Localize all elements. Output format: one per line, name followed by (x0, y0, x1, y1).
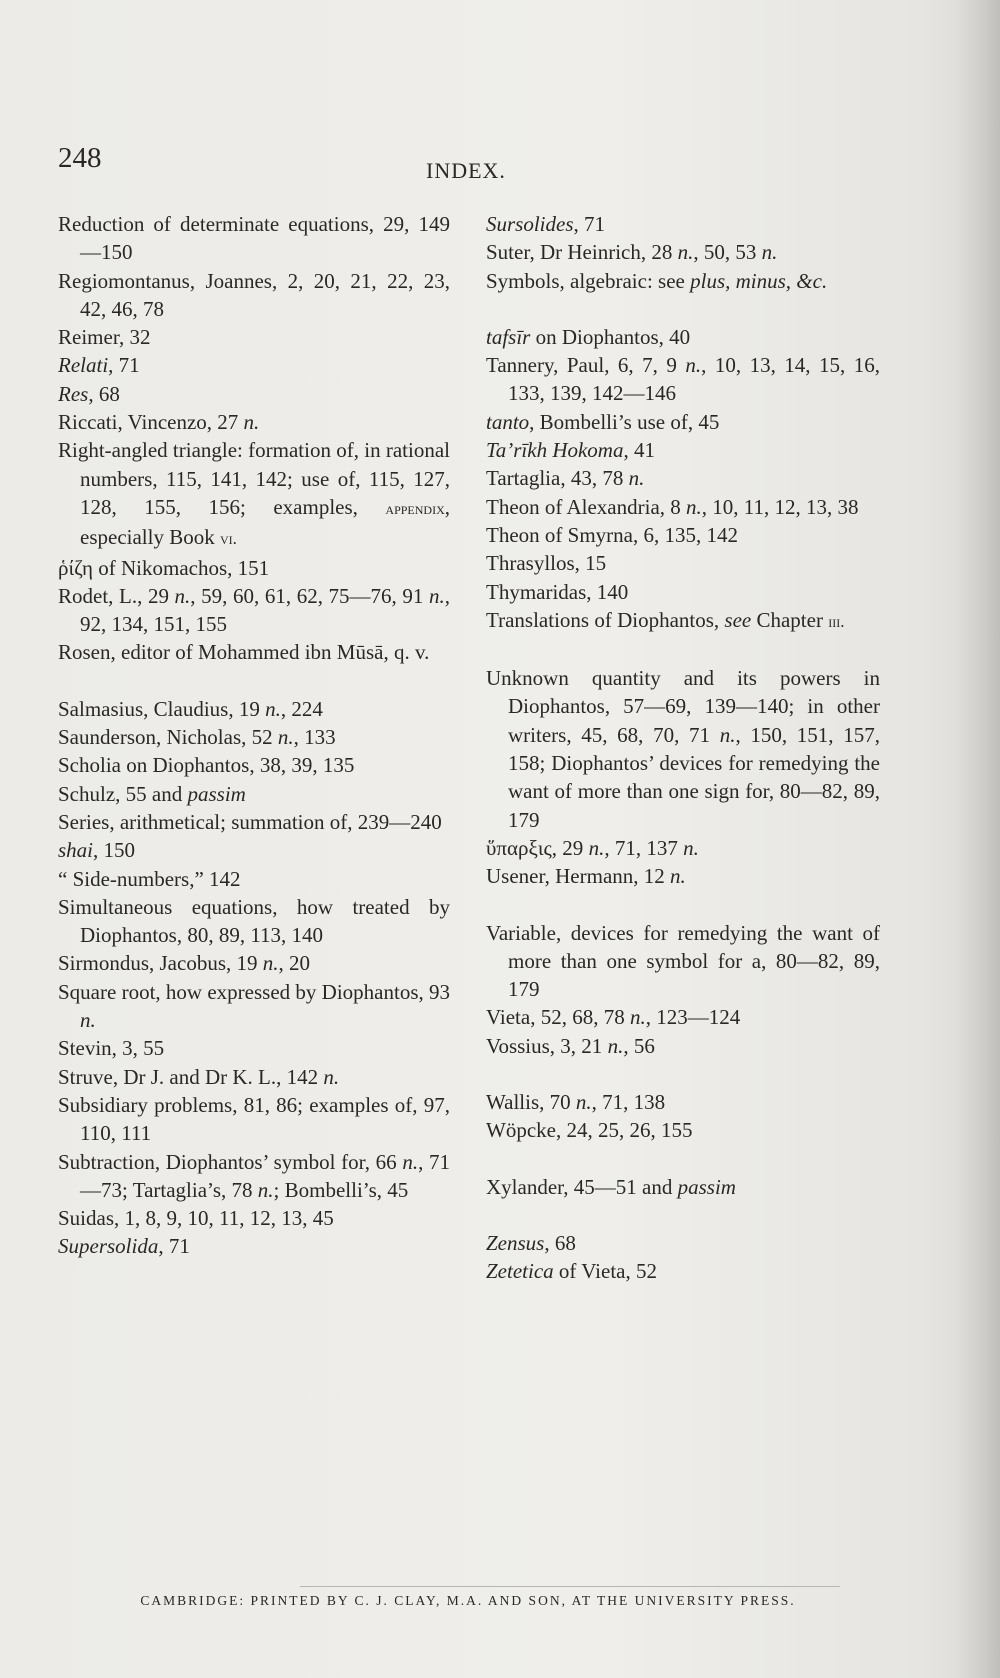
index-entry (58, 380, 450, 408)
index-entry-text: , 150, 151, 157, 158; Diophantos’ devices for remedying the want of more than one sign for, 80—82, 89, 179 (508, 722, 880, 832)
index-entry-text: Zetetica (486, 1259, 554, 1284)
index-entry (486, 606, 880, 636)
index-entry (486, 493, 880, 521)
index-entry-text: , 71, 137 (604, 835, 684, 860)
letter-section-gap (486, 295, 880, 323)
index-entry-text: Thymaridas, 140 (486, 579, 629, 604)
index-entry-text: n. (685, 353, 702, 378)
index-entry (486, 1116, 880, 1144)
index-column-right (486, 210, 880, 1286)
index-entry (58, 695, 450, 723)
index-entry (58, 351, 450, 379)
index-entry-text: see (724, 607, 752, 632)
index-entry-text: n. (575, 1090, 592, 1115)
index-entry-text: Reimer, 32 (58, 325, 151, 350)
index-entry (486, 1173, 880, 1201)
index-entry-text: Series, arithmetical; summation of, 239—240 (58, 809, 442, 834)
index-entry-text: Xylander, 45—51 and (486, 1174, 678, 1199)
index-entry (58, 1091, 450, 1148)
index-entry (58, 780, 450, 808)
index-entry-text: n. (257, 1177, 274, 1202)
index-entry (58, 1148, 450, 1205)
page-gutter-shadow (954, 0, 1000, 1678)
index-entry (486, 238, 880, 266)
index-entry-text: n. (262, 951, 279, 976)
index-entry-text: Suidas, 1, 8, 9, 10, 11, 12, 13, 45 (58, 1206, 334, 1231)
index-entry (58, 267, 450, 324)
index-entry-text: Theon of Alexandria, 8 (486, 494, 687, 519)
index-entry-text: Vieta, 52, 68, 78 (486, 1005, 630, 1030)
index-entry-text: , 50, 53 (693, 240, 762, 265)
index-entry (58, 808, 450, 836)
index-entry (486, 578, 880, 606)
index-entry-text: ὕπαρξις, 29 (486, 835, 589, 860)
index-entry-text: appendix (385, 498, 445, 518)
index-entry-text: n. (607, 1033, 624, 1058)
index-entry-text: n. (629, 1005, 646, 1030)
index-entry-text: n. (277, 725, 294, 750)
index-entry (58, 978, 450, 1035)
index-entry-text: iii. (828, 611, 845, 631)
index-entry (58, 323, 450, 351)
index-entry (486, 1257, 880, 1285)
index-entry-text: Suter, Dr Heinrich, 28 (486, 240, 678, 265)
index-entry-text: n. (719, 722, 736, 747)
letter-section-gap (486, 1201, 880, 1229)
letter-section-gap (486, 891, 880, 919)
index-entry-text: Chapter (751, 607, 829, 632)
index-entry-text: Regiomontanus, Joannes, 2, 20, 21, 22, 23, 42, 46, 78 (58, 268, 450, 321)
index-entry (58, 582, 450, 639)
index-entry (486, 436, 880, 464)
index-entry-text: Ta’rīkh Hokoma (486, 438, 624, 463)
index-entry-text: ῥίζη of Nikomachos, 151 (58, 555, 270, 580)
index-entry-text: , 68 (544, 1230, 576, 1255)
index-entry-text: Res (58, 381, 89, 406)
index-entry-text: Vossius, 3, 21 (486, 1033, 608, 1058)
index-entry-text: Unknown quantity and its powers in Diophantos, 57—69, 139—140; in other writers, 45, 68, 70, 71 (486, 666, 880, 747)
index-entry (486, 1088, 880, 1116)
index-entry-text: Riccati, Vincenzo, 27 (58, 410, 244, 435)
index-entry (58, 865, 450, 893)
index-entry-text: , 71—73; Tartaglia’s, 78 (80, 1149, 450, 1202)
index-entry-text: Translations of Diophantos, (486, 607, 725, 632)
index-entry-text: Subtraction, Diophantos’ symbol for, 66 (58, 1149, 403, 1174)
index-entry-text: “ Side-numbers,” 142 (58, 866, 241, 891)
index-entry (486, 521, 880, 549)
index-entry-text: n. (243, 410, 260, 435)
index-entry-text: , 224 (280, 696, 323, 721)
index-entry-text: Theon of Smyrna, 6, 135, 142 (486, 522, 738, 547)
index-entry-text: Square root, how expressed by Diophantos, 93 (58, 979, 450, 1004)
index-entry-text: Saunderson, Nicholas, 52 (58, 725, 278, 750)
index-entry-text: n. (670, 864, 686, 889)
index-entry-text: Rodet, L., 29 (58, 583, 175, 608)
index-entry-text: , 56 (623, 1033, 655, 1058)
index-entry-text: Symbols, algebraic: see (486, 268, 691, 293)
index-entry-text: Tannery, Paul, 6, 7, 9 (486, 353, 686, 378)
index-entry-text: Simultaneous equations, how treated by Diophantos, 80, 89, 113, 140 (58, 894, 450, 948)
index-entry-text: Schulz, 55 and (58, 781, 188, 806)
letter-section-gap (486, 1060, 880, 1088)
index-entry (486, 664, 880, 834)
index-entry-text: plus, minus, &c. (690, 268, 828, 293)
index-entry (486, 210, 880, 238)
index-entry-text: , 68 (88, 381, 120, 406)
index-entry-text: , 20 (278, 951, 310, 976)
index-entry-text: Struve, Dr J. and Dr K. L., 142 (58, 1064, 324, 1089)
printer-imprint: CAMBRIDGE: PRINTED BY C. J. CLAY, M.A. AND SON, AT THE UNIVERSITY PRESS. (140, 1593, 796, 1608)
index-entry (486, 351, 880, 408)
index-entry-text: n. (323, 1064, 340, 1089)
index-entry-text: Scholia on Diophantos, 38, 39, 135 (58, 753, 355, 778)
index-entry-text: Rosen, editor of Mohammed ibn Mūsā, q. v. (58, 640, 430, 665)
index-entry (486, 408, 880, 436)
index-entry-text: , especially Book (80, 494, 450, 550)
index-entry-text: , 71 (158, 1234, 190, 1259)
index-entry (58, 751, 450, 779)
running-head: INDEX. (426, 158, 506, 183)
index-entry-text: Salmasius, Claudius, 19 (58, 696, 266, 721)
index-entry-text: shai (58, 838, 94, 863)
index-entry (58, 408, 450, 436)
index-entry (58, 436, 450, 553)
page-number: 248 (58, 142, 102, 174)
letter-section-gap (486, 636, 880, 664)
index-entry-text: n. (174, 583, 191, 608)
index-entry-text: n. (677, 240, 694, 265)
index-entry (58, 723, 450, 751)
index-entry-text: , 92, 134, 151, 155 (80, 583, 450, 637)
footer-rule (300, 1586, 840, 1587)
index-entry-text: tanto (486, 409, 530, 434)
index-entry (58, 638, 450, 666)
index-entry-text: n. (80, 1008, 96, 1033)
index-entry-text: vi. (219, 529, 237, 549)
index-entry-text: Reduction of determinate equations, 29, 149—150 (58, 212, 450, 265)
index-entry-text: , 150 (93, 838, 136, 863)
index-entry-text: on Diophantos, 40 (530, 324, 691, 349)
index-entry-text: Sirmondus, Jacobus, 19 (58, 951, 263, 976)
index-entry-text: Subsidiary problems, 81, 86; examples of, 97, 110, 111 (58, 1092, 450, 1146)
index-entry-text: ; Bombelli’s, 45 (273, 1177, 409, 1202)
index-entry-text: n. (761, 240, 778, 265)
index-entry-text: passim (187, 781, 246, 806)
index-entry-text: Relati (58, 353, 109, 378)
index-entry-text: n. (628, 466, 645, 491)
index-entry-text: , 123—124 (645, 1005, 741, 1030)
index-entry (486, 464, 880, 492)
index-entry-text: , 41 (623, 438, 655, 463)
index-entry-text: Usener, Hermann, 12 (486, 864, 671, 889)
index-entry-text: Zensus (486, 1230, 545, 1255)
index-entry-text: passim (677, 1174, 736, 1199)
index-entry-text: , 59, 60, 61, 62, 75—76, 91 (190, 583, 429, 608)
index-entry (58, 949, 450, 977)
index-entry-text: , 71, 138 (591, 1090, 666, 1115)
index-entry (486, 1003, 880, 1031)
index-entry-text: Variable, devices for remedying the want of more than one symbol for a, 80—82, 89, 179 (486, 920, 880, 1002)
index-entry-text: Stevin, 3, 55 (58, 1036, 165, 1061)
index-entry (486, 919, 880, 1004)
index-entry (486, 1229, 880, 1257)
index-entry (58, 1204, 450, 1232)
index-column-left (58, 210, 450, 1261)
index-entry-text: , 10, 11, 12, 13, 38 (701, 494, 859, 519)
index-entry-text: Right-angled triangle: formation of, in rational numbers, 115, 141, 142; use of, 115, 127, 128, 155, 156; examples, (58, 438, 450, 519)
index-entry-text: n. (402, 1149, 419, 1174)
index-entry-text: , 71 (108, 353, 140, 378)
index-entry-text: , 10, 13, 14, 15, 16, 133, 139, 142—146 (508, 353, 881, 406)
index-entry-text: Wöpcke, 24, 25, 26, 155 (486, 1118, 693, 1143)
index-entry-text: of Vieta, 52 (553, 1259, 657, 1284)
index-entry (58, 836, 450, 864)
index-entry-text: n. (429, 583, 445, 608)
index-entry (58, 1063, 450, 1091)
index-entry (486, 1032, 880, 1060)
index-entry-text: tafsīr (486, 324, 531, 349)
index-entry-text: n. (683, 835, 699, 860)
letter-section-gap (486, 1145, 880, 1173)
index-entry-text: , 133 (293, 725, 336, 750)
index-entry (58, 1232, 450, 1260)
index-entry-text: n. (265, 696, 281, 721)
index-entry-text: , Bombelli’s use of, 45 (529, 409, 720, 434)
index-entry (58, 210, 450, 267)
index-entry (486, 834, 880, 862)
index-entry-text: Sursolides (486, 212, 574, 236)
index-entry (486, 323, 880, 351)
index-entry-text: Tartaglia, 43, 78 (486, 466, 629, 491)
index-entry (486, 267, 880, 295)
index-entry-text: n. (686, 494, 702, 519)
index-entry (58, 893, 450, 950)
index-entry (58, 554, 450, 582)
index-entry (58, 1034, 450, 1062)
index-entry-text: Supersolida (58, 1234, 159, 1259)
index-entry (486, 862, 880, 890)
index-entry-text: n. (588, 835, 605, 860)
index-entry (486, 549, 880, 577)
letter-section-gap (58, 667, 450, 695)
index-entry-text: , 71 (573, 212, 606, 236)
index-entry-text: Thrasyllos, 15 (486, 551, 607, 576)
index-entry-text: Wallis, 70 (486, 1090, 576, 1115)
